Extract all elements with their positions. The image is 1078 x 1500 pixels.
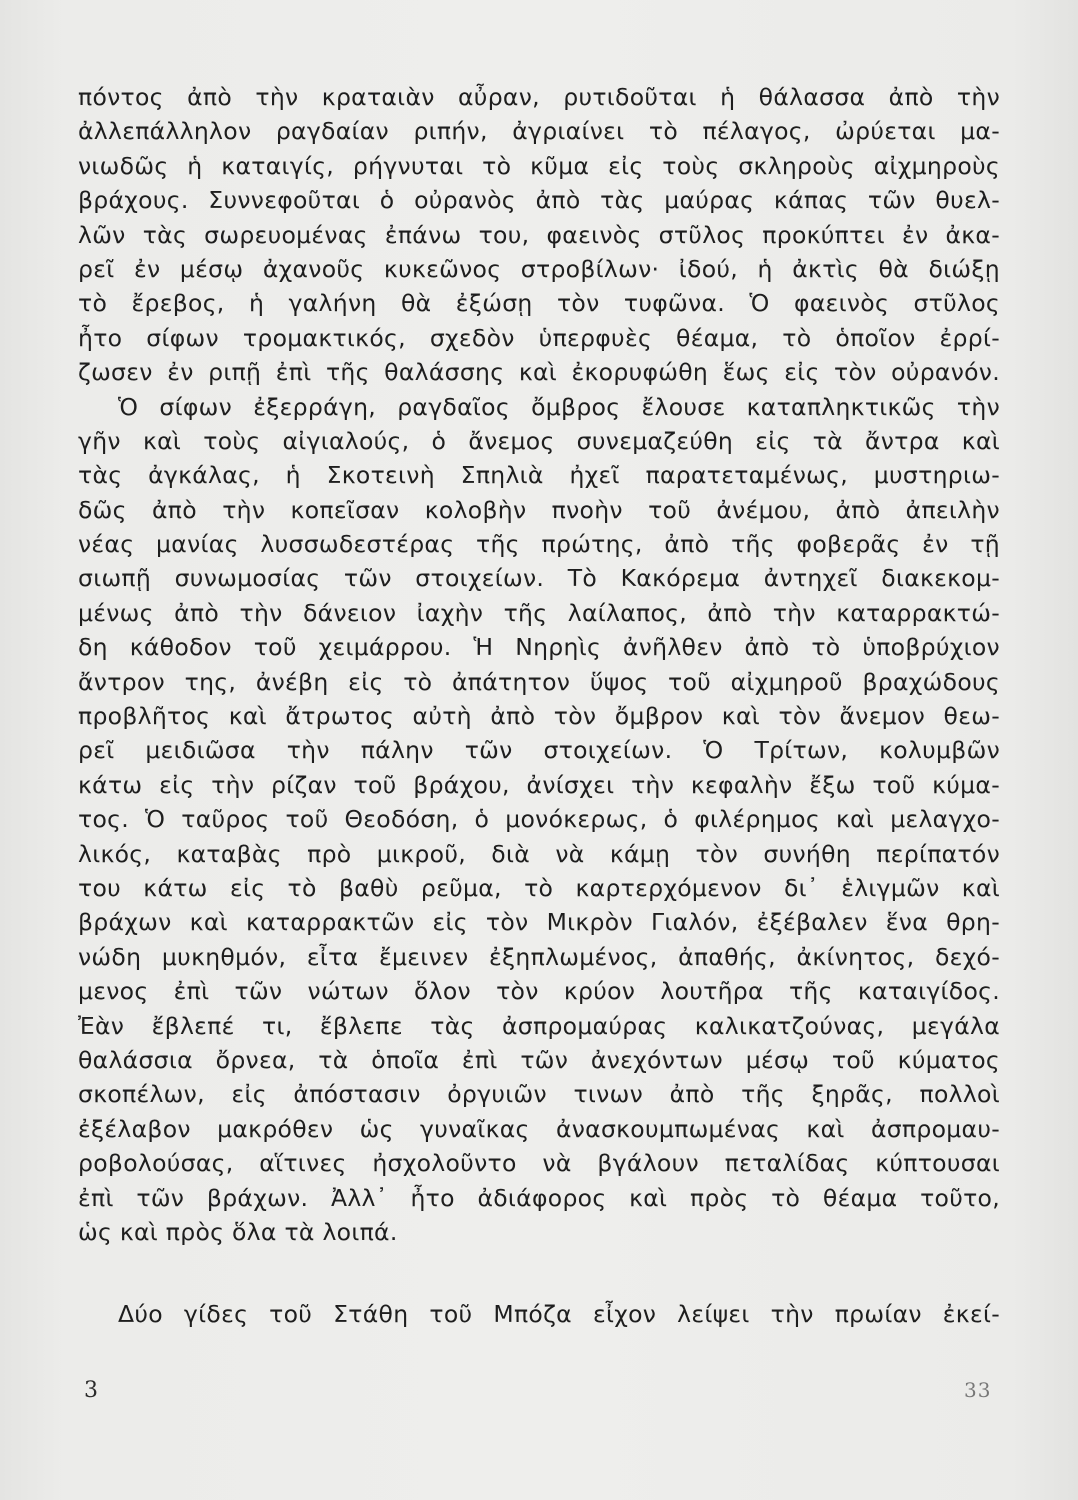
text-line: ἀλλεπάλληλον ραγδαίαν ριπήν, ἀγριαίνει τὸ πέλαγος, ὠρύεται μα- xyxy=(78,117,1000,146)
page-number: 33 xyxy=(964,1378,992,1402)
text-line: νέας μανίας λυσσωδεστέρας τῆς πρώτης, ἀπὸ τῆς φοβερᾶς ἐν τῇ xyxy=(78,530,1000,559)
text-line: γῆν καὶ τοὺς αἰγιαλούς, ὁ ἄνεμος συνεμαζεύθη εἰς τὰ ἄντρα καὶ xyxy=(78,426,1000,455)
signature-mark: 3 xyxy=(84,1378,98,1403)
text-line: Ὁ σίφων ἐξερράγη, ραγδαῖος ὄμβρος ἔλουσε καταπληκτικῶς τὴν xyxy=(118,392,1000,421)
text-line: ζωσεν ἐν ριπῇ ἐπὶ τῆς θαλάσσης καὶ ἐκορυφώθη ἕως εἰς τὸν οὐρανόν. xyxy=(78,358,1000,387)
body-text xyxy=(78,80,1000,1332)
text-line: ἐξέλαβον μακρόθεν ὡς γυναῖκας ἀνασκουμπωμένας καὶ ἀσπρομαυ- xyxy=(78,1114,1000,1143)
text-line: δῶς ἀπὸ τὴν κοπεῖσαν κολοβὴν πνοὴν τοῦ ἀνέμου, ἀπὸ ἀπειλὴν xyxy=(78,495,1000,524)
text-line: σκοπέλων, εἰς ἀπόστασιν ὀργυιῶν τινων ἀπὸ τῆς ξηρᾶς, πολλοὶ xyxy=(78,1080,1000,1109)
text-line: σιωπῇ συνωμοσίας τῶν στοιχείων. Τὸ Κακόρεμα ἀντηχεῖ διακεκομ- xyxy=(78,564,1000,593)
text-line: μένως ἀπὸ τὴν δάνειον ἰαχὴν τῆς λαίλαπος, ἀπὸ τὴν καταρρακτώ- xyxy=(78,598,1000,627)
text-line: βράχους. Συννεφοῦται ὁ οὐρανὸς ἀπὸ τὰς μαύρας κάπας τῶν θυελ- xyxy=(78,186,1000,215)
text-line: Ἐὰν ἔβλεπέ τι, ἔβλεπε τὰς ἀσπρομαύρας καλικατζούνας, μεγάλα xyxy=(78,1011,1000,1040)
text-line: ἐπὶ τῶν βράχων. Ἀλλ᾽ ἦτο ἀδιάφορος καὶ πρὸς τὸ θέαμα τοῦτο, xyxy=(78,1183,1000,1212)
text-line: νιωδῶς ἡ καταιγίς, ρήγνυται τὸ κῦμα εἰς τοὺς σκληροὺς αἰχμηροὺς xyxy=(78,151,1000,180)
text-line: τὰς ἀγκάλας, ἡ Σκοτεινὴ Σπηλιὰ ἠχεῖ παρατεταμένως, μυστηριω- xyxy=(78,461,1000,490)
text-line: κάτω εἰς τὴν ρίζαν τοῦ βράχου, ἀνίσχει τὴν κεφαλὴν ἔξω τοῦ κύμα- xyxy=(78,770,1000,799)
text-line: δη κάθοδον τοῦ χειμάρρου. Ἡ Νηρηὶς ἀνῆλθεν ἀπὸ τὸ ὑποβρύχιον xyxy=(78,633,1000,662)
paragraph-gap xyxy=(78,1249,1000,1297)
text-line: λῶν τὰς σωρευομένας ἐπάνω του, φαεινὸς στῦλος προκύπτει ἐν ἀκα- xyxy=(78,220,1000,249)
text-line: ρεῖ μειδιῶσα τὴν πάλην τῶν στοιχείων. Ὁ Τρίτων, κολυμβῶν xyxy=(78,736,1000,765)
text-line: ἦτο σίφων τρομακτικός, σχεδὸν ὑπερφυὲς θέαμα, τὸ ὁποῖον ἐρρί- xyxy=(78,323,1000,352)
text-line: ὡς καὶ πρὸς ὅλα τὰ λοιπά. xyxy=(78,1217,398,1246)
text-line: ροβολούσας, αἵτινες ἠσχολοῦντο νὰ βγάλουν πεταλίδας κύπτουσαι xyxy=(78,1149,1000,1178)
text-line: του κάτω εἰς τὸ βαθὺ ρεῦμα, τὸ καρτερχόμενον δι᾽ ἑλιγμῶν καὶ xyxy=(78,873,1000,902)
text-line: βράχων καὶ καταρρακτῶν εἰς τὸν Μικρὸν Γιαλόν, ἐξέβαλεν ἕνα θρη- xyxy=(78,908,1000,937)
text-line: ρεῖ ἐν μέσῳ ἀχανοῦς κυκεῶνος στροβίλων· ἰδού, ἡ ἀκτὶς θὰ διώξῃ xyxy=(78,254,1000,283)
text-line: τὸ ἔρεβος, ἡ γαλήνη θὰ ἐξώσῃ τὸν τυφῶνα. Ὁ φαεινὸς στῦλος xyxy=(78,289,1000,318)
text-line: προβλῆτος καὶ ἄτρωτος αὐτὴ ἀπὸ τὸν ὄμβρον καὶ τὸν ἄνεμον θεω- xyxy=(78,702,1000,731)
text-line: πόντος ἀπὸ τὴν κραταιὰν αὖραν, ρυτιδοῦται ἡ θάλασσα ἀπὸ τὴν xyxy=(78,83,1000,111)
text-line: λικός, καταβὰς πρὸ μικροῦ, διὰ νὰ κάμῃ τὸν συνήθη περίπατόν xyxy=(78,839,1000,868)
text-line: τος. Ὁ ταῦρος τοῦ Θεοδόση, ὁ μονόκερως, ὁ φιλέρημος καὶ μελαγχο- xyxy=(78,805,1000,834)
text-line: ἄντρον της, ἀνέβη εἰς τὸ ἀπάτητον ὕψος τοῦ αἰχμηροῦ βραχώδους xyxy=(78,667,1000,696)
text-line: θαλάσσια ὄρνεα, τὰ ὁποῖα ἐπὶ τῶν ἀνεχόντων μέσῳ τοῦ κύματος xyxy=(78,1045,1000,1074)
text-line: νώδη μυκηθμόν, εἶτα ἔμεινεν ἐξηπλωμένος, ἀπαθής, ἀκίνητος, δεχό- xyxy=(78,942,1000,971)
new-paragraph-line: Δύο γίδες τοῦ Στάθη τοῦ Μπόζα εἶχον λείψει τὴν πρωίαν ἐκεί- xyxy=(118,1300,1000,1329)
text-line: μενος ἐπὶ τῶν νώτων ὅλον τὸν κρύον λουτῆρα τῆς καταιγίδος. xyxy=(78,977,1000,1006)
